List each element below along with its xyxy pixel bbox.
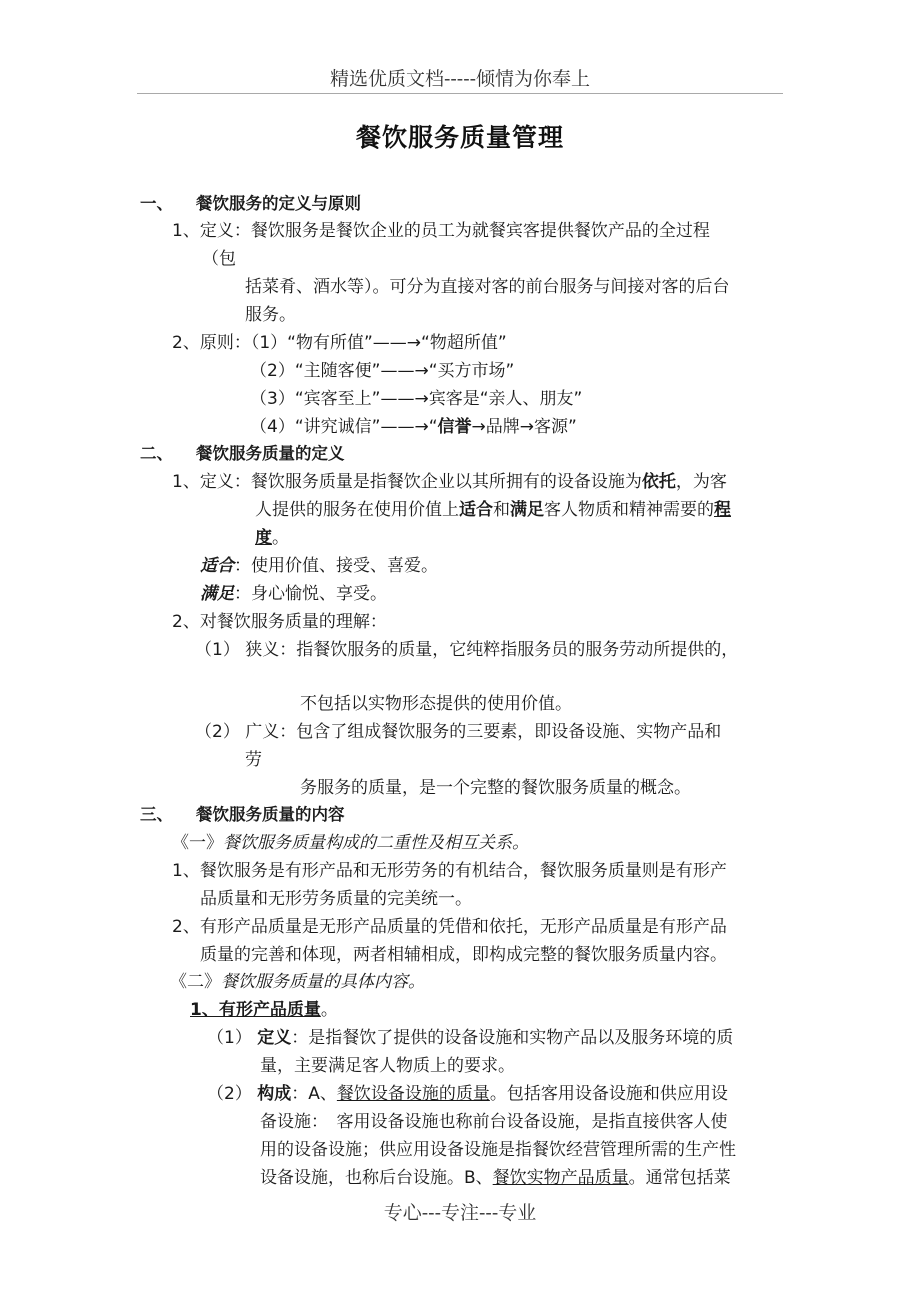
emphasis-text: 满足 — [510, 500, 544, 520]
s1-definition-line4: 服务。 — [245, 305, 296, 325]
sub-label: 《二》 — [170, 972, 221, 992]
term-label: 适合 — [200, 556, 234, 576]
item-text: 。通常包括菜 — [628, 1168, 731, 1188]
arrow-icon: ——→ — [380, 417, 429, 437]
term-text: ：身心愉悦、享受。 — [234, 584, 387, 604]
item-text: 指餐饮服务的质量，它纯粹指服务员的服务劳动所提供的， — [296, 640, 739, 660]
s1-definition-line1 — [172, 221, 710, 241]
item-text: ：A、 — [291, 1084, 337, 1104]
tangible-quality-heading — [190, 1000, 338, 1020]
understanding-heading: 2、对餐饮服务质量的理解： — [172, 612, 387, 632]
tangible-comp-line2: 备设施： 客用设备设施也称前台设备设施，是指直接供客人使 — [260, 1112, 728, 1132]
tangible-comp-line4 — [260, 1168, 731, 1188]
term-label: 定义 — [257, 1028, 292, 1048]
item-text: 和 — [493, 500, 510, 520]
tangible-def-line1 — [207, 1028, 733, 1048]
principle-index: （2） — [250, 361, 295, 381]
principle-3 — [250, 389, 582, 409]
arrow-icon: ——→ — [380, 361, 429, 381]
page-header: 精选优质文档-----倾情为你奉上 — [329, 68, 591, 90]
fit-explanation — [200, 556, 438, 576]
principle-to: →品牌→客源” — [471, 417, 577, 437]
document-title: 餐饮服务质量管理 — [355, 123, 564, 152]
principle-from: “讲究诚信” — [294, 417, 381, 437]
principle-from: “物有所值” — [287, 333, 373, 353]
item-label: 1、定义： — [172, 472, 251, 492]
item-label: 1、定义： — [172, 221, 251, 241]
item-text: 。包括客用设备设施和供应用设 — [489, 1084, 728, 1104]
sub2-heading — [170, 972, 425, 992]
s2-definition-line3 — [255, 528, 289, 548]
section-number: 一、 — [140, 194, 173, 213]
s1-definition-line3: 括菜肴、酒水等）。可分为直接对客的前台服务与间接对客的后台 — [245, 277, 730, 297]
header-divider — [137, 93, 783, 94]
sub1-point2-line2: 质量的完善和体现，两者相辅相成，即构成完整的餐饮服务质量内容。 — [200, 945, 727, 965]
item-text: 餐饮服务是餐饮企业的员工为就餐宾客提供餐饮产品的全过程 — [250, 221, 710, 241]
term-label: 满足 — [200, 584, 234, 604]
arrow-icon: ——→ — [372, 333, 422, 353]
quote-mark: “ — [428, 417, 438, 437]
s2-definition-line2 — [255, 500, 731, 520]
item-text: 客人物质和精神需要的 — [544, 500, 714, 520]
section-3-heading — [140, 805, 345, 825]
section-2-heading — [140, 444, 345, 464]
sub1-point1-line1: 1、餐饮服务是有形产品和无形劳务的有机结合，餐饮服务质量则是有形产 — [172, 861, 727, 881]
principle-from: “主随客便” — [294, 361, 381, 381]
section-number: 三、 — [140, 805, 173, 824]
sub-title: 餐饮服务质量的具体内容。 — [221, 972, 425, 992]
term-text: ：使用价值、接受、喜爱。 — [234, 556, 438, 576]
principle-index: （1） — [250, 333, 288, 353]
sub1-point2-line1: 2、有形产品质量是无形产品质量的凭借和依托，无形产品质量是有形产品 — [172, 917, 727, 937]
principle-4 — [250, 417, 577, 437]
sub-label: 《一》 — [172, 833, 223, 853]
item-title: 1、有形产品质量 — [190, 1000, 321, 1020]
broad-definition-line3: 务服务的质量，是一个完整的餐饮服务质量的概念。 — [300, 778, 691, 798]
principle-index: （4） — [250, 417, 295, 437]
term-label: 广义： — [245, 722, 297, 742]
satisfy-explanation — [200, 584, 387, 604]
section-title: 餐饮服务质量的内容 — [196, 805, 345, 824]
emphasis-text: 适合 — [459, 500, 493, 520]
item-index: （1） — [207, 1028, 252, 1048]
item-index: （2） — [207, 1084, 252, 1104]
principle-to: 宾客是“亲人、朋友” — [428, 389, 583, 409]
sub1-heading — [172, 833, 529, 853]
section-number: 二、 — [140, 444, 173, 463]
item-text: 设备设施，也称后台设施。B、 — [260, 1168, 493, 1188]
s2-definition-line1 — [172, 472, 727, 492]
principle-index: （3） — [250, 389, 295, 409]
tangible-def-line2: 量，主要满足客人物质上的要求。 — [260, 1056, 515, 1076]
item-index: （1） — [195, 640, 240, 660]
tangible-comp-line3: 用的设备设施；供应用设备设施是指餐饮经营管理所需的生产性 — [260, 1140, 736, 1160]
item-text: ，为客 — [675, 472, 727, 492]
item-text: 餐饮服务质量是指餐饮企业以其所拥有的设备设施为 — [250, 472, 642, 492]
tangible-comp-line1 — [207, 1084, 728, 1104]
principle-from: “宾客至上” — [294, 389, 381, 409]
emphasis-text: 度 — [255, 528, 272, 548]
item-text: 包含了组成餐饮服务的三要素，即设备设施、实物产品和 — [296, 722, 722, 742]
broad-definition-line2: 劳 — [245, 750, 262, 770]
item-text: ：是指餐饮了提供的设备设施和实物产品以及服务环境的质 — [291, 1028, 734, 1048]
arrow-icon: ——→ — [380, 389, 429, 409]
emphasis-text: 程 — [714, 500, 731, 520]
principle-1 — [172, 333, 507, 353]
section-title: 餐饮服务质量的定义 — [196, 444, 345, 463]
narrow-definition-line1 — [195, 640, 738, 660]
emphasis-text: 信誉 — [437, 417, 472, 437]
s1-definition-line2: （包 — [202, 249, 236, 269]
sub1-point1-line2: 品质量和无形劳务质量的完美统一。 — [200, 889, 472, 909]
item-text: 人提供的服务在使用价值上 — [255, 500, 459, 520]
broad-definition-line1 — [195, 722, 721, 742]
underlined-text: 餐饮设备设施的质量 — [336, 1084, 490, 1104]
principle-to: “物超所值” — [421, 333, 507, 353]
term-label: 构成 — [257, 1084, 292, 1104]
section-1-heading — [140, 194, 361, 214]
term-label: 狭义： — [245, 640, 297, 660]
underlined-text: 餐饮实物产品质量 — [492, 1168, 629, 1188]
item-punct: 。 — [320, 1000, 338, 1020]
emphasis-text: 依托 — [641, 472, 676, 492]
page-footer: 专心---专注---专业 — [383, 1202, 537, 1224]
sub-title: 餐饮服务质量构成的二重性及相互关系。 — [223, 833, 529, 853]
item-text: 。 — [272, 528, 289, 548]
section-title: 餐饮服务的定义与原则 — [196, 194, 361, 213]
item-label: 2、原则： — [172, 333, 251, 353]
narrow-definition-line2: 不包括以实物形态提供的使用价值。 — [300, 694, 572, 714]
principle-2 — [250, 361, 514, 381]
principle-to: “买方市场” — [428, 361, 515, 381]
item-index: （2） — [195, 722, 240, 742]
